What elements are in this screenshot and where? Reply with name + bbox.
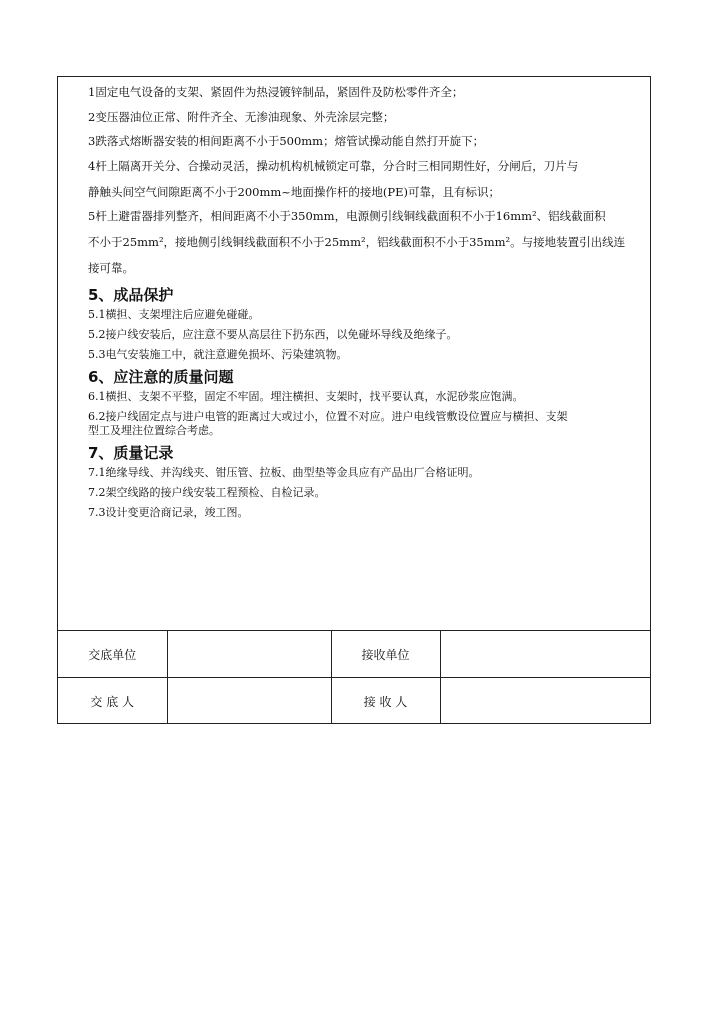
install-item-3: 3跌落式熔断器安装的相间距离不小于500mm；熔管试操动能自然打开旋下； [88, 134, 485, 148]
section-7-line-1: 7.1绝缘导线、并沟线夹、钳压管、拉板、曲型垫等金具应有产品出厂合格证明。 [88, 465, 480, 479]
section-6-line-2: 6.2接户线固定点与进户电管的距离过大或过小，位置不对应。进户电线管敷设位置应与横担、支架 [88, 409, 568, 423]
signature-row-persons [58, 678, 650, 725]
section-5-line-2: 5.2接户线安装后，应注意不要从高层往下扔东西，以免碰坏导线及绝缘子。 [88, 327, 458, 341]
section-6-line-3: 型工及埋注位置综合考虑。 [88, 423, 220, 437]
document-sheet [57, 76, 651, 724]
install-item-4-line-1: 4杆上隔离开关分、合操动灵活，操动机构机械锁定可靠，分合时三相同期性好，分闸后，刀片与 [88, 158, 579, 173]
section-title-6: 6、应注意的质量问题 [88, 367, 234, 386]
handover-person-label: 交 底 人 [58, 678, 167, 725]
receiver-label: 接 收 人 [331, 678, 440, 725]
install-item-2: 2变压器油位正常、附件齐全、无渗油现象、外壳涂层完整； [88, 109, 395, 124]
install-item-4-line-2: 静触头间空气间隙距离不小于200mm~地面操作杆的接地(PE)可靠，且有标识； [88, 184, 500, 199]
install-item-1: 1固定电气设备的支架、紧固件为热浸镀锌制品，紧固件及防松零件齐全； [88, 85, 464, 99]
section-6-line-1: 6.1横担、支架不平整，固定不牢固。埋注横担、支架时，找平要认真，水泥砂浆应饱满。 [88, 389, 524, 403]
install-item-5-line-1: 5杆上避雷器排列整齐，相间距离不小于350mm，电源侧引线铜线截面积不小于16mm²、铝线截面积 [88, 209, 606, 223]
handover-unit-label: 交底单位 [58, 631, 167, 678]
receiving-unit-field[interactable] [440, 631, 650, 678]
content-area [58, 77, 650, 631]
handover-unit-field[interactable] [167, 631, 331, 678]
section-title-7: 7、质量记录 [88, 443, 174, 462]
signature-row-units [58, 631, 650, 678]
section-title-5: 5、成品保护 [88, 285, 174, 304]
signature-table [58, 631, 650, 724]
section-7-line-3: 7.3设计变更洽商记录，竣工图。 [88, 505, 249, 519]
install-item-5-line-3: 接可靠。 [88, 261, 134, 275]
section-5-line-3: 5.3电气安装施工中，就注意避免损坏、污染建筑物。 [88, 347, 348, 361]
receiving-unit-label: 接收单位 [331, 631, 440, 678]
section-7-line-2: 7.2架空线路的接户线安装工程预检、自检记录。 [88, 485, 326, 499]
receiver-field[interactable] [440, 678, 650, 725]
section-5-line-1: 5.1横担、支架埋注后应避免碰碰。 [88, 307, 260, 321]
handover-person-field[interactable] [167, 678, 331, 725]
install-item-5-line-2: 不小于25mm²，接地侧引线铜线截面积不小于25mm²，铝线截面积不小于35mm²。与接地装置引出线连 [88, 235, 626, 249]
